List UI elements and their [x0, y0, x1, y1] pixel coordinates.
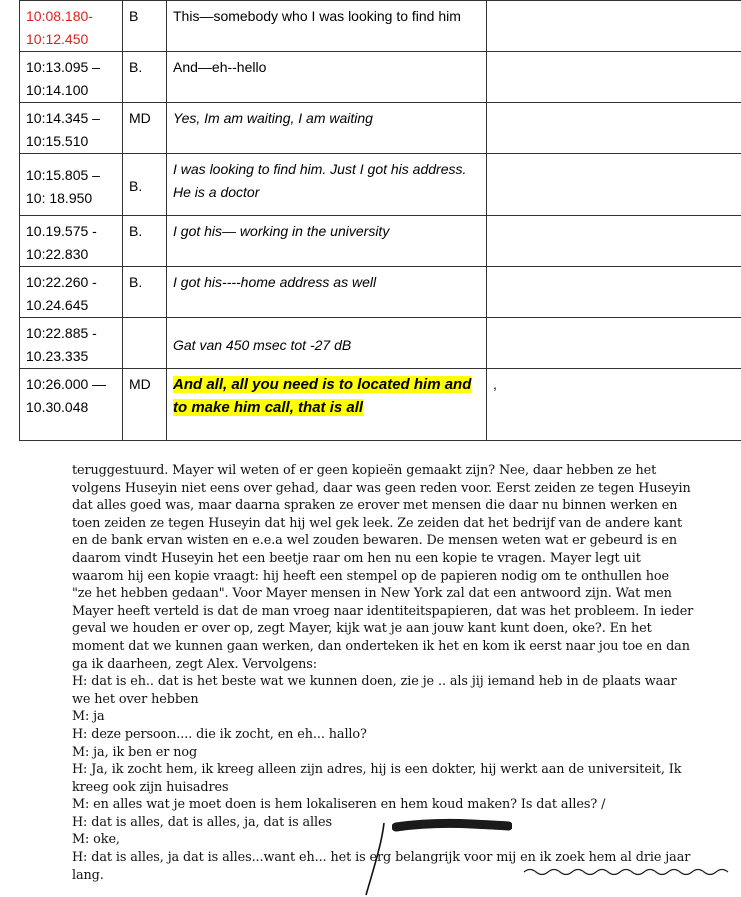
scan-line: en de bank ervan wisten en e.e.a wel zouden bewaren. De mensen weten wat er gebeurd is en: [72, 533, 678, 549]
note-cell: [487, 103, 741, 154]
time-start: 10:14.345 –: [26, 110, 100, 126]
scan-line: M: oke,: [72, 832, 120, 848]
redaction-bar: [392, 818, 512, 834]
time-end: 10.23.335: [26, 348, 89, 364]
utterance-cell: Yes, Im am waiting, I am waiting: [167, 103, 487, 154]
note-cell: [487, 267, 741, 318]
timestamp-cell: [20, 154, 123, 216]
speaker-cell: B.: [123, 154, 167, 216]
table-row: [20, 216, 741, 267]
timestamp-cell: [20, 1, 123, 52]
table-row: [20, 103, 741, 154]
note-cell: [487, 52, 741, 103]
speaker-cell: [123, 318, 167, 369]
scan-line: H: dat is alles, dat is alles, ja, dat is alles: [72, 814, 332, 830]
scan-line: H: deze persoon.... die ik zocht, en eh... hallo?: [72, 726, 367, 742]
scan-line: lang.: [72, 867, 104, 883]
scan-line: "ze het hebben gedaan". Voor Mayer mensen in New York zal dat een antwoord zijn. Wat men: [72, 586, 672, 602]
utterance-cell: [167, 369, 487, 441]
utterance-cell: Gat van 450 msec tot -27 dB: [167, 318, 487, 369]
table-row: [20, 1, 741, 52]
scan-line: volgens Huseyin niet eens over gehad, daar was geen reden voor. Eerst zeiden ze tegen Huseyin: [72, 480, 691, 496]
scan-line: we het over hebben: [72, 691, 199, 707]
time-end: 10:22.830: [26, 246, 89, 262]
time-end: 10: 18.950: [26, 189, 93, 206]
transcript-table-container: [19, 0, 741, 441]
note-cell: [487, 318, 741, 369]
time-end: 10.24.645: [26, 297, 89, 313]
speaker-cell: B.: [123, 216, 167, 267]
table-row: [20, 369, 741, 441]
scan-line-underlined: H: dat is alles, ja dat is alles...want eh... het is erg belangrijk voor mij en ik zoek hem al drie jaar: [72, 850, 691, 866]
utterance-cell: I was looking to find him. Just I got his address. He is a doctor: [167, 154, 487, 216]
scan-line: H: Ja, ik zocht hem, ik kreeg alleen zijn adres, hij is een dokter, hij werkt aan de universiteit, Ik: [72, 762, 682, 778]
pen-stroke-mark: [362, 821, 392, 897]
table-row: [20, 154, 741, 216]
note-cell: [487, 154, 741, 216]
utterance-cell: I got his— working in the university: [167, 216, 487, 267]
time-end: 10.30.048: [26, 399, 89, 415]
scan-line-redacted: [72, 796, 741, 814]
scan-line: ga ik daarheen, zegt Alex. Vervolgens:: [72, 656, 317, 672]
table-row: [20, 267, 741, 318]
transcript-table: [19, 0, 741, 441]
scan-line: M: ja: [72, 709, 105, 725]
timestamp-cell: [20, 267, 123, 318]
time-start: 10.19.575 -: [26, 223, 97, 239]
scan-line: H: dat is eh.. dat is het beste wat we kunnen doen, zie je .. als jij iemand heb in de plaats waar: [72, 674, 677, 690]
speaker-cell: B: [123, 1, 167, 52]
scan-line: M: ja, ik ben er nog: [72, 744, 198, 760]
scan-line: geval we houden er over op, zegt Mayer, kijk wat je aan jouw kant kunt doen, oke?. En het: [72, 621, 652, 637]
wavy-underline-mark: [522, 866, 737, 878]
scanned-transcript-page: [72, 456, 741, 897]
utterance-cell: And—eh--hello: [167, 52, 487, 103]
timestamp-cell: [20, 216, 123, 267]
time-end: 10:15.510: [26, 133, 89, 149]
scan-line: Mayer heeft verteld is dat de man vroeg naar identiteitspapieren, dat was het probleem. In ieder: [72, 603, 694, 619]
time-end: 10:14.100: [26, 82, 89, 98]
utterance-cell: This—somebody who I was looking to find him: [167, 1, 487, 52]
timestamp-cell: [20, 318, 123, 369]
timestamp-cell: [20, 369, 123, 441]
scan-line: waarom hij een kopie vraagt: hij heeft een stempel op de papieren nodig om te onthullen hoe: [72, 568, 669, 584]
note-cell: [487, 216, 741, 267]
time-start: 10:08.180-: [26, 8, 93, 24]
speaker-cell: MD: [123, 369, 167, 441]
note-cell: ,: [487, 369, 741, 441]
scan-line: teruggestuurd. Mayer wil weten of er geen kopieën gemaakt zijn? Nee, daar hebben ze het: [72, 463, 657, 478]
time-start: 10:22.885 -: [26, 325, 97, 341]
scan-line: moment dat we kunnen gaan werken, dan onderteken ik het en kom ik eerst naar jou toe en dan: [72, 638, 690, 654]
speaker-cell: MD: [123, 103, 167, 154]
utterance-cell: I got his----home address as well: [167, 267, 487, 318]
timestamp-cell: [20, 52, 123, 103]
time-end: 10:12.450: [26, 31, 89, 47]
time-start: 10:13.095 –: [26, 59, 100, 75]
time-start: 10:26.000 —: [26, 376, 107, 392]
time-start: 10:15.805 –: [26, 166, 100, 183]
table-row: [20, 52, 741, 103]
scan-line: kreeg ook zijn huisadres: [72, 779, 229, 795]
scan-line: daarom vindt Huseyin het een beetje raar om hen nu een kopie te vragen. Mayer legt uit: [72, 550, 641, 566]
timestamp-cell: [20, 103, 123, 154]
note-cell: [487, 1, 741, 52]
scan-line: toen zeiden ze tegen Huseyin dat hij wel gek leek. Ze zeiden dat het bedrijf van de andere kant: [72, 515, 683, 531]
time-start: 10:22.260 -: [26, 274, 97, 290]
speaker-cell: B.: [123, 52, 167, 103]
scan-line-text: M: en alles wat je moet doen is hem lokaliseren en hem koud maken? Is dat alles? /: [72, 797, 606, 813]
scan-line: dat alles goed was, maar daarna spraken ze erover met mensen die daar nu binnen werken en: [72, 498, 678, 514]
table-row: [20, 318, 741, 369]
highlighted-utterance: And all, all you need is to located him and to make him call, that is all: [173, 376, 472, 416]
speaker-cell: B.: [123, 267, 167, 318]
